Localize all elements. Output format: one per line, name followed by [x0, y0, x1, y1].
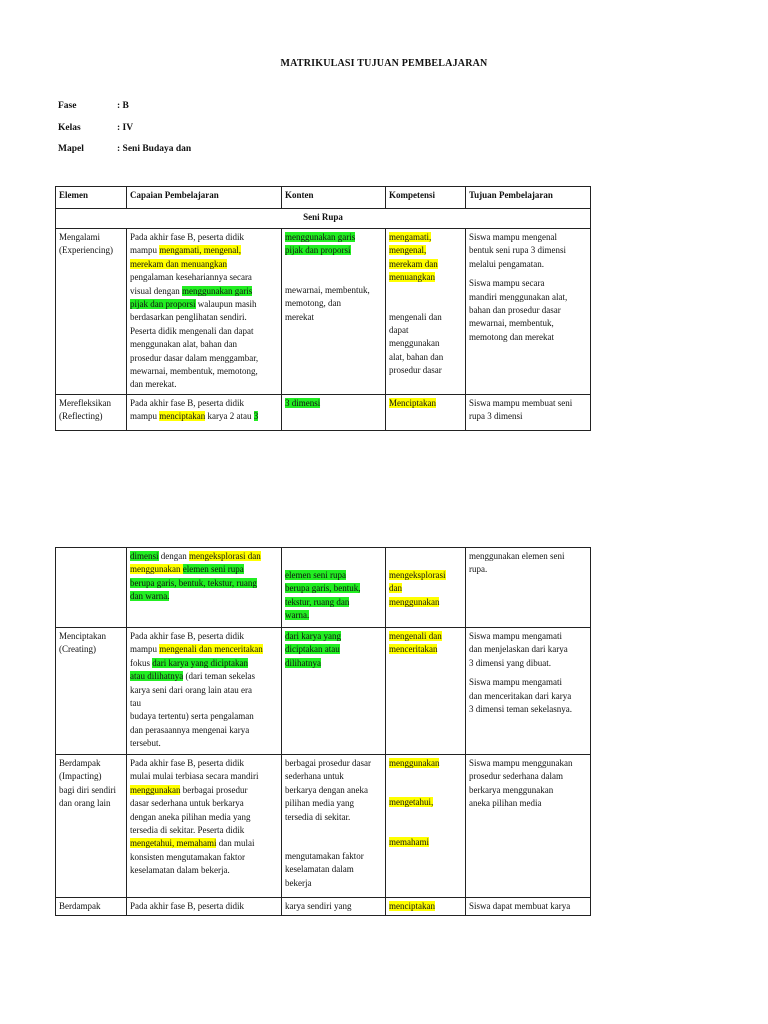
- cp-berdampak-2: Pada akhir fase B, peserta didik: [127, 898, 282, 916]
- elemen-menciptakan: Menciptakan (Creating): [56, 628, 127, 755]
- table-row: [56, 628, 591, 755]
- elemen-berdampak-2: Berdampak: [56, 898, 127, 916]
- tujuan-berdampak-2: Siswa dapat membuat karya: [466, 898, 591, 916]
- konten-merefleksikan: 3 dimensi: [282, 394, 386, 430]
- header-row: [56, 187, 591, 209]
- tujuan-continued: menggunakan elemen seni rupa.: [466, 548, 591, 628]
- page-title: MATRIKULASI TUJUAN PEMBELAJARAN: [280, 58, 488, 69]
- header-tujuan: Tujuan Pembelajaran: [466, 187, 591, 209]
- tujuan-berdampak: Siswa mampu menggunakan prosedur sederhana dalam berkarya menggunakan aneka pilihan media: [466, 755, 591, 898]
- tujuan-menciptakan: Siswa mampu mengamati dan menjelaskan dari karya 3 dimensi yang dibuat. Siswa mampu mengamati dan menceritakan dari karya 3 dimensi teman sekelasnya.: [466, 628, 591, 755]
- cp-merefleksikan: Pada akhir fase B, peserta didik mampu menciptakan karya 2 atau 3: [127, 394, 282, 430]
- tujuan-mengalami: Siswa mampu mengenal bentuk seni rupa 3 dimensi melalui pengamatan. Siswa mampu secara mandiri menggunakan alat, bahan dan prosedur dasar mewarnai, membentuk, memotong dan merekat: [466, 229, 591, 395]
- cp-mengalami: Pada akhir fase B, peserta didik mampu mengamati, mengenal, merekam dan menuangkan pengalaman kesehariannya secara visual dengan menggunakan garis pijak dan proporsi walaupun masih berdasarkan penglihatan sendiri. Peserta didik mengenali dan dapat menggunakan alat, bahan dan prosedur dasar dalam menggambar, mewarnai, membentuk, memotong, dan merekat.: [127, 229, 282, 395]
- tujuan-merefleksikan: Siswa mampu membuat seni rupa 3 dimensi: [466, 394, 591, 430]
- table-row: [56, 394, 591, 430]
- table-row: [56, 755, 591, 898]
- konten-menciptakan: dari karya yang diciptakan atau dilihatnya: [282, 628, 386, 755]
- cp-berdampak: Pada akhir fase B, peserta didik mulai mulai terbiasa secara mandiri menggunakan berbagai prosedur dasar sederhana untuk berkarya dengan aneka pilihan media yang tersedia di sekitar. Peserta didik mengetahui, memahami dan mulai konsisten mengutamakan faktor keselamatan dalam bekerja.: [127, 755, 282, 898]
- cp-menciptakan: Pada akhir fase B, peserta didik mampu mengenali dan menceritakan fokus dari karya yang diciptakan atau dilihatnya (dari teman sekelas karya seni dari orang lain atau era tau budaya tertentu) serta pengalaman dan perasaannya mengenai karya tersebut.: [127, 628, 282, 755]
- cp-continued: dimensi dengan mengeksplorasi dan menggunakan elemen seni rupa berupa garis, bentuk, tekstur, ruang dan warna.: [127, 548, 282, 628]
- header-capaian: Capaian Pembelajaran: [127, 187, 282, 209]
- table-row: [56, 548, 591, 628]
- table-row: [56, 229, 591, 395]
- table-row: [56, 898, 591, 916]
- matrix-table-part1: [55, 186, 591, 431]
- meta-value-fase: : B: [117, 101, 129, 111]
- elemen-berdampak: Berdampak (Impacting) bagi diri sendiri dan orang lain: [56, 755, 127, 898]
- section-row: [56, 209, 591, 229]
- kompetensi-continued: mengeksplorasi dan menggunakan: [386, 548, 466, 628]
- konten-berdampak-2: karya sendiri yang: [282, 898, 386, 916]
- kompetensi-berdampak: menggunakan mengetahui, memahami: [386, 755, 466, 898]
- header-kompetensi: Kompetensi: [386, 187, 466, 209]
- meta-value-mapel: : Seni Budaya dan: [117, 144, 192, 154]
- elemen-merefleksikan: Merefleksikan (Reflecting): [56, 394, 127, 430]
- konten-berdampak: berbagai prosedur dasar sederhana untuk berkarya dengan aneka pilihan media yang tersedia di sekitar. mengutamakan faktor keselamatan dalam bekerja: [282, 755, 386, 898]
- meta-value-kelas: : IV: [117, 123, 134, 133]
- matrix-table-part2: [55, 547, 591, 916]
- meta-label-kelas: Kelas: [58, 123, 81, 133]
- konten-continued: elemen seni rupa berupa garis, bentuk, tekstur, ruang dan warna.: [282, 548, 386, 628]
- kompetensi-mengalami: mengamati, mengenal, merekam dan menuangkan mengenali dan dapat menggunakan alat, bahan dan prosedur dasar: [386, 229, 466, 395]
- elemen-continued: [56, 548, 127, 628]
- header-konten: Konten: [282, 187, 386, 209]
- section-seni-rupa: Seni Rupa: [56, 209, 591, 229]
- kompetensi-berdampak-2: menciptakan: [386, 898, 466, 916]
- konten-mengalami: menggunakan garis pijak dan proporsi mewarnai, membentuk, memotong, dan merekat: [282, 229, 386, 395]
- meta-label-mapel: Mapel: [58, 144, 84, 154]
- meta-label-fase: Fase: [58, 101, 77, 111]
- kompetensi-merefleksikan: Menciptakan: [386, 394, 466, 430]
- kompetensi-menciptakan: mengenali dan menceritakan: [386, 628, 466, 755]
- header-elemen: Elemen: [56, 187, 127, 209]
- elemen-mengalami: Mengalami (Experiencing): [56, 229, 127, 395]
